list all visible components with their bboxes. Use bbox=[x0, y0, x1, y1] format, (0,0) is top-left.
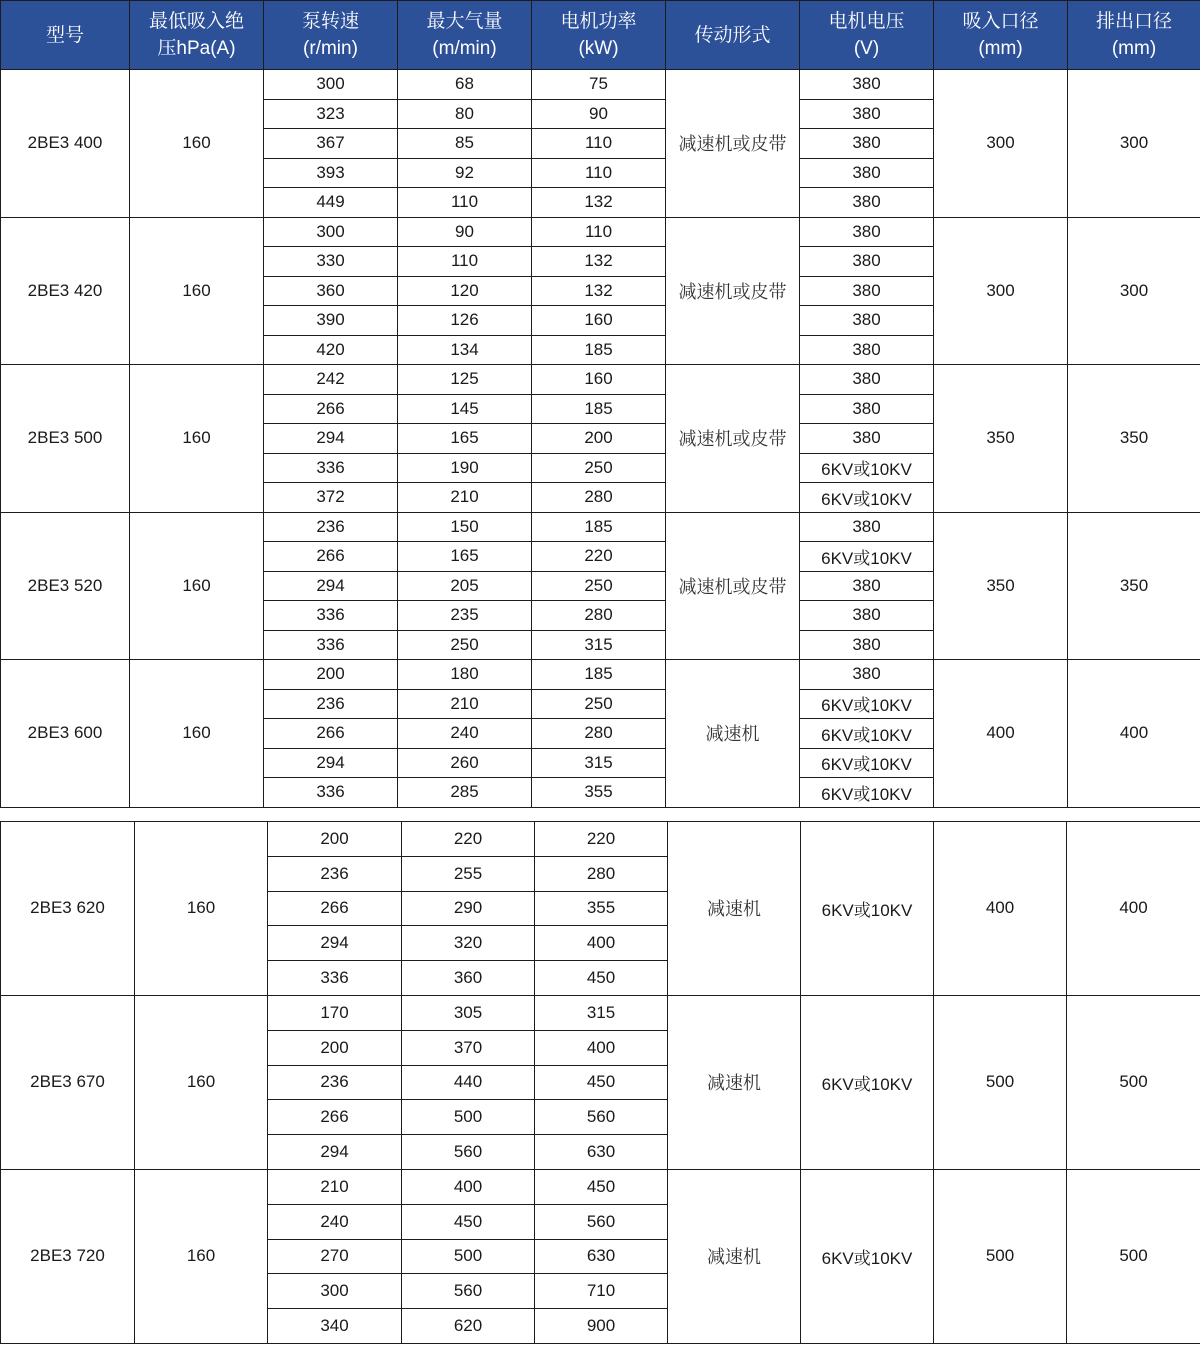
min-pressure-cell: 160 bbox=[130, 217, 264, 365]
flow-cell: 165 bbox=[398, 424, 532, 454]
speed-cell: 294 bbox=[264, 424, 398, 454]
speed-cell: 393 bbox=[264, 158, 398, 188]
flow-cell: 290 bbox=[402, 891, 535, 926]
speed-cell: 294 bbox=[264, 571, 398, 601]
column-header-unit: (kW) bbox=[578, 38, 619, 59]
column-header-label: 最大气量 bbox=[426, 11, 503, 32]
flow-cell: 620 bbox=[402, 1309, 535, 1344]
outlet-diameter-cell: 300 bbox=[1068, 70, 1200, 218]
power-cell: 110 bbox=[532, 217, 666, 247]
flow-cell: 560 bbox=[402, 1135, 535, 1170]
speed-cell: 236 bbox=[268, 1065, 402, 1100]
power-cell: 630 bbox=[535, 1135, 668, 1170]
voltage-cell: 380 bbox=[800, 99, 934, 129]
column-header bbox=[1068, 1, 1200, 70]
flow-cell: 260 bbox=[398, 748, 532, 778]
speed-cell: 330 bbox=[264, 247, 398, 277]
voltage-cell: 380 bbox=[800, 571, 934, 601]
column-header bbox=[800, 1, 934, 70]
power-cell: 315 bbox=[532, 630, 666, 660]
flow-cell: 220 bbox=[402, 822, 535, 857]
model-cell: 2BE3 520 bbox=[1, 512, 130, 660]
power-cell: 400 bbox=[535, 1030, 668, 1065]
speed-cell: 336 bbox=[268, 961, 402, 996]
inlet-diameter-cell: 350 bbox=[934, 365, 1068, 513]
voltage-cell: 6KV或10KV bbox=[801, 995, 934, 1169]
table-row bbox=[1, 1169, 1200, 1204]
power-cell: 90 bbox=[532, 99, 666, 129]
power-cell: 250 bbox=[532, 689, 666, 719]
inlet-diameter-cell: 350 bbox=[934, 512, 1068, 660]
outlet-diameter-cell: 300 bbox=[1068, 217, 1200, 365]
column-header-label: 电机功率 bbox=[560, 11, 637, 32]
flow-cell: 165 bbox=[398, 542, 532, 572]
power-cell: 630 bbox=[535, 1239, 668, 1274]
voltage-cell: 380 bbox=[800, 365, 934, 395]
voltage-cell: 6KV或10KV bbox=[801, 822, 934, 996]
speed-cell: 300 bbox=[264, 70, 398, 100]
speed-cell: 200 bbox=[268, 1030, 402, 1065]
voltage-cell: 380 bbox=[800, 70, 934, 100]
inlet-diameter-cell: 400 bbox=[934, 822, 1067, 996]
speed-cell: 367 bbox=[264, 129, 398, 159]
speed-cell: 449 bbox=[264, 188, 398, 218]
model-cell: 2BE3 720 bbox=[1, 1169, 135, 1343]
column-header bbox=[398, 1, 532, 70]
power-cell: 280 bbox=[532, 483, 666, 513]
table-row bbox=[1, 365, 1200, 395]
flow-cell: 80 bbox=[398, 99, 532, 129]
model-cell: 2BE3 600 bbox=[1, 660, 130, 808]
power-cell: 355 bbox=[532, 778, 666, 808]
flow-cell: 210 bbox=[398, 483, 532, 513]
speed-cell: 323 bbox=[264, 99, 398, 129]
power-cell: 315 bbox=[535, 995, 668, 1030]
flow-cell: 235 bbox=[398, 601, 532, 631]
flow-cell: 210 bbox=[398, 689, 532, 719]
column-header-label: 最低吸入绝 bbox=[148, 11, 244, 32]
flow-cell: 500 bbox=[402, 1239, 535, 1274]
flow-cell: 255 bbox=[402, 856, 535, 891]
inlet-diameter-cell: 500 bbox=[934, 1169, 1067, 1343]
column-header-label: 电机电压 bbox=[828, 11, 905, 32]
min-pressure-cell: 160 bbox=[130, 512, 264, 660]
speed-cell: 300 bbox=[268, 1274, 402, 1309]
outlet-diameter-cell: 400 bbox=[1067, 822, 1200, 996]
power-cell: 220 bbox=[535, 822, 668, 857]
speed-cell: 236 bbox=[264, 689, 398, 719]
voltage-cell: 380 bbox=[800, 158, 934, 188]
drive-cell: 减速机或皮带 bbox=[666, 70, 800, 218]
model-cell: 2BE3 400 bbox=[1, 70, 130, 218]
power-cell: 75 bbox=[532, 70, 666, 100]
outlet-diameter-cell: 500 bbox=[1067, 995, 1200, 1169]
speed-cell: 242 bbox=[264, 365, 398, 395]
column-header-unit: (m/min) bbox=[432, 38, 497, 59]
flow-cell: 92 bbox=[398, 158, 532, 188]
voltage-cell: 6KV或10KV bbox=[800, 689, 934, 719]
power-cell: 450 bbox=[535, 1065, 668, 1100]
speed-cell: 266 bbox=[268, 891, 402, 926]
power-cell: 200 bbox=[532, 424, 666, 454]
voltage-cell: 6KV或10KV bbox=[800, 748, 934, 778]
column-header bbox=[1, 1, 130, 70]
voltage-cell: 380 bbox=[800, 424, 934, 454]
inlet-diameter-cell: 300 bbox=[934, 217, 1068, 365]
voltage-cell: 380 bbox=[800, 335, 934, 365]
speed-cell: 420 bbox=[264, 335, 398, 365]
flow-cell: 205 bbox=[398, 571, 532, 601]
voltage-cell: 380 bbox=[800, 129, 934, 159]
column-header-unit: (r/min) bbox=[303, 38, 358, 59]
voltage-cell: 6KV或10KV bbox=[800, 483, 934, 513]
min-pressure-cell: 160 bbox=[130, 660, 264, 808]
speed-cell: 336 bbox=[264, 778, 398, 808]
voltage-cell: 380 bbox=[800, 188, 934, 218]
flow-cell: 320 bbox=[402, 926, 535, 961]
power-cell: 110 bbox=[532, 158, 666, 188]
power-cell: 250 bbox=[532, 453, 666, 483]
flow-cell: 450 bbox=[402, 1204, 535, 1239]
speed-cell: 360 bbox=[264, 276, 398, 306]
speed-cell: 240 bbox=[268, 1204, 402, 1239]
power-cell: 560 bbox=[535, 1100, 668, 1135]
voltage-cell: 6KV或10KV bbox=[800, 719, 934, 749]
drive-cell: 减速机或皮带 bbox=[666, 512, 800, 660]
flow-cell: 285 bbox=[398, 778, 532, 808]
power-cell: 900 bbox=[535, 1309, 668, 1344]
min-pressure-cell: 160 bbox=[130, 70, 264, 218]
flow-cell: 240 bbox=[398, 719, 532, 749]
speed-cell: 236 bbox=[268, 856, 402, 891]
min-pressure-cell: 160 bbox=[135, 1169, 268, 1343]
flow-cell: 150 bbox=[398, 512, 532, 542]
outlet-diameter-cell: 350 bbox=[1068, 512, 1200, 660]
voltage-cell: 380 bbox=[800, 660, 934, 690]
power-cell: 160 bbox=[532, 306, 666, 336]
power-cell: 185 bbox=[532, 394, 666, 424]
power-cell: 280 bbox=[532, 601, 666, 631]
voltage-cell: 380 bbox=[800, 512, 934, 542]
inlet-diameter-cell: 300 bbox=[934, 70, 1068, 218]
flow-cell: 360 bbox=[402, 961, 535, 996]
power-cell: 450 bbox=[535, 961, 668, 996]
voltage-cell: 6KV或10KV bbox=[801, 1169, 934, 1343]
column-header-unit: 压hPa(A) bbox=[157, 38, 236, 59]
voltage-cell: 380 bbox=[800, 601, 934, 631]
power-cell: 560 bbox=[535, 1204, 668, 1239]
speed-cell: 340 bbox=[268, 1309, 402, 1344]
power-cell: 132 bbox=[532, 276, 666, 306]
speed-cell: 210 bbox=[268, 1169, 402, 1204]
speed-cell: 170 bbox=[268, 995, 402, 1030]
speed-cell: 236 bbox=[264, 512, 398, 542]
min-pressure-cell: 160 bbox=[135, 995, 268, 1169]
inlet-diameter-cell: 500 bbox=[934, 995, 1067, 1169]
power-cell: 710 bbox=[535, 1274, 668, 1309]
power-cell: 132 bbox=[532, 247, 666, 277]
flow-cell: 400 bbox=[402, 1169, 535, 1204]
voltage-cell: 380 bbox=[800, 394, 934, 424]
column-header-label: 排出口径 bbox=[1095, 11, 1172, 32]
voltage-cell: 6KV或10KV bbox=[800, 778, 934, 808]
spec-table-bottom bbox=[0, 821, 1200, 1344]
flow-cell: 440 bbox=[402, 1065, 535, 1100]
power-cell: 110 bbox=[532, 129, 666, 159]
drive-cell: 减速机 bbox=[666, 660, 800, 808]
power-cell: 315 bbox=[532, 748, 666, 778]
power-cell: 355 bbox=[535, 891, 668, 926]
speed-cell: 266 bbox=[268, 1100, 402, 1135]
voltage-cell: 380 bbox=[800, 306, 934, 336]
column-header-label: 泵转速 bbox=[301, 11, 359, 32]
column-header-label: 型号 bbox=[45, 24, 84, 46]
power-cell: 250 bbox=[532, 571, 666, 601]
speed-cell: 266 bbox=[264, 394, 398, 424]
flow-cell: 180 bbox=[398, 660, 532, 690]
outlet-diameter-cell: 350 bbox=[1068, 365, 1200, 513]
model-cell: 2BE3 670 bbox=[1, 995, 135, 1169]
power-cell: 132 bbox=[532, 188, 666, 218]
speed-cell: 294 bbox=[264, 748, 398, 778]
power-cell: 450 bbox=[535, 1169, 668, 1204]
model-cell: 2BE3 500 bbox=[1, 365, 130, 513]
flow-cell: 85 bbox=[398, 129, 532, 159]
speed-cell: 294 bbox=[268, 1135, 402, 1170]
power-cell: 280 bbox=[535, 856, 668, 891]
flow-cell: 370 bbox=[402, 1030, 535, 1065]
voltage-cell: 380 bbox=[800, 247, 934, 277]
table-row bbox=[1, 660, 1200, 690]
flow-cell: 190 bbox=[398, 453, 532, 483]
flow-cell: 134 bbox=[398, 335, 532, 365]
speed-cell: 336 bbox=[264, 630, 398, 660]
power-cell: 185 bbox=[532, 512, 666, 542]
flow-cell: 68 bbox=[398, 70, 532, 100]
speed-cell: 266 bbox=[264, 719, 398, 749]
voltage-cell: 380 bbox=[800, 217, 934, 247]
column-header bbox=[532, 1, 666, 70]
column-header bbox=[666, 1, 800, 70]
flow-cell: 90 bbox=[398, 217, 532, 247]
column-header-unit: (mm) bbox=[978, 38, 1023, 59]
flow-cell: 125 bbox=[398, 365, 532, 395]
model-cell: 2BE3 620 bbox=[1, 822, 135, 996]
voltage-cell: 380 bbox=[800, 276, 934, 306]
power-cell: 160 bbox=[532, 365, 666, 395]
flow-cell: 126 bbox=[398, 306, 532, 336]
voltage-cell: 380 bbox=[800, 630, 934, 660]
power-cell: 185 bbox=[532, 660, 666, 690]
flow-cell: 145 bbox=[398, 394, 532, 424]
outlet-diameter-cell: 500 bbox=[1067, 1169, 1200, 1343]
speed-cell: 200 bbox=[268, 822, 402, 857]
outlet-diameter-cell: 400 bbox=[1068, 660, 1200, 808]
flow-cell: 120 bbox=[398, 276, 532, 306]
column-header bbox=[934, 1, 1068, 70]
column-header-label: 吸入口径 bbox=[962, 11, 1039, 32]
speed-cell: 372 bbox=[264, 483, 398, 513]
inlet-diameter-cell: 400 bbox=[934, 660, 1068, 808]
speed-cell: 266 bbox=[264, 542, 398, 572]
column-header bbox=[264, 1, 398, 70]
flow-cell: 560 bbox=[402, 1274, 535, 1309]
drive-cell: 减速机 bbox=[668, 995, 801, 1169]
table-row bbox=[1, 217, 1200, 247]
power-cell: 220 bbox=[532, 542, 666, 572]
flow-cell: 110 bbox=[398, 188, 532, 218]
table-row bbox=[1, 995, 1200, 1030]
column-header-unit: (mm) bbox=[1111, 38, 1157, 59]
min-pressure-cell: 160 bbox=[135, 822, 268, 996]
speed-cell: 336 bbox=[264, 453, 398, 483]
power-cell: 185 bbox=[532, 335, 666, 365]
table-row bbox=[1, 70, 1200, 100]
drive-cell: 减速机 bbox=[668, 1169, 801, 1343]
header-row bbox=[1, 1, 1200, 70]
voltage-cell: 6KV或10KV bbox=[800, 453, 934, 483]
model-cell: 2BE3 420 bbox=[1, 217, 130, 365]
flow-cell: 110 bbox=[398, 247, 532, 277]
column-header-unit: (V) bbox=[853, 38, 880, 59]
column-header bbox=[130, 1, 264, 70]
drive-cell: 减速机 bbox=[668, 822, 801, 996]
flow-cell: 500 bbox=[402, 1100, 535, 1135]
speed-cell: 300 bbox=[264, 217, 398, 247]
flow-cell: 305 bbox=[402, 995, 535, 1030]
speed-cell: 294 bbox=[268, 926, 402, 961]
min-pressure-cell: 160 bbox=[130, 365, 264, 513]
drive-cell: 减速机或皮带 bbox=[666, 365, 800, 513]
voltage-cell: 6KV或10KV bbox=[800, 542, 934, 572]
speed-cell: 270 bbox=[268, 1239, 402, 1274]
speed-cell: 200 bbox=[264, 660, 398, 690]
speed-cell: 336 bbox=[264, 601, 398, 631]
power-cell: 400 bbox=[535, 926, 668, 961]
table-row bbox=[1, 822, 1200, 857]
table-row bbox=[1, 512, 1200, 542]
power-cell: 280 bbox=[532, 719, 666, 749]
speed-cell: 390 bbox=[264, 306, 398, 336]
drive-cell: 减速机或皮带 bbox=[666, 217, 800, 365]
flow-cell: 250 bbox=[398, 630, 532, 660]
column-header-label: 传动形式 bbox=[694, 24, 771, 46]
